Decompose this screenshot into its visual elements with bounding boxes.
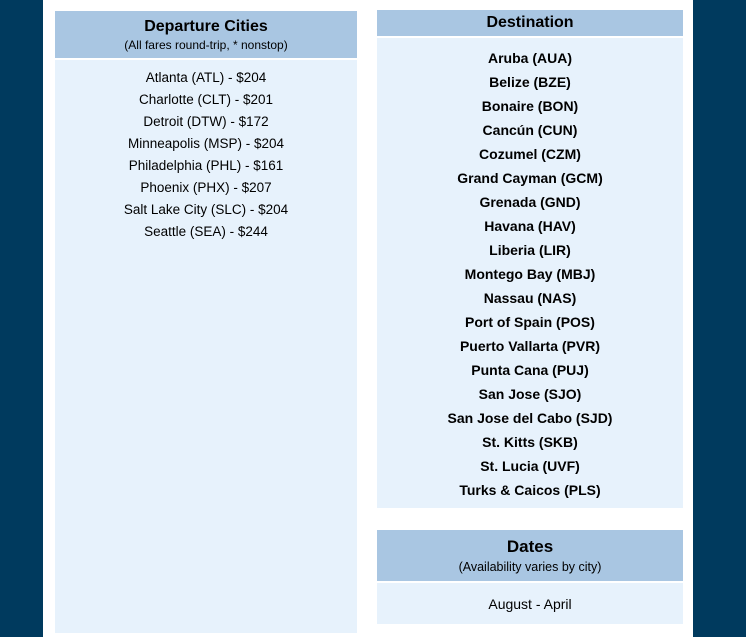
dates-panel xyxy=(377,530,683,624)
destination-item: Havana (HAV) xyxy=(484,218,576,234)
departure-city-item: Minneapolis (MSP) - $204 xyxy=(127,136,285,151)
destination-item: San Jose del Cabo (SJD) xyxy=(447,410,613,426)
destination-item: Turks & Caicos (PLS) xyxy=(459,482,601,498)
dates-subtitle: (Availability varies by city) xyxy=(458,560,602,574)
departure-city-item: Salt Lake City (SLC) - $204 xyxy=(123,202,289,217)
right-frame-band xyxy=(693,0,746,637)
dates-title: Dates xyxy=(506,537,554,556)
destination-panel xyxy=(377,10,683,508)
dates-header xyxy=(377,530,683,581)
destination-item: St. Kitts (SKB) xyxy=(482,434,578,450)
left-frame-band xyxy=(0,0,43,637)
destination-item: St. Lucia (UVF) xyxy=(480,458,580,474)
destination-item: Bonaire (BON) xyxy=(481,98,579,114)
destination-item: Grand Cayman (GCM) xyxy=(457,170,603,186)
departure-city-item: Seattle (SEA) - $244 xyxy=(144,224,268,239)
destination-item: Punta Cana (PUJ) xyxy=(471,362,589,378)
departure-city-item: Charlotte (CLT) - $201 xyxy=(138,92,274,107)
destination-item: Cancún (CUN) xyxy=(482,122,578,138)
departure-city-item: Phoenix (PHX) - $207 xyxy=(140,180,272,195)
dates-value: August - April xyxy=(488,595,572,612)
destination-item: Belize (BZE) xyxy=(489,74,571,90)
departure-cities-list xyxy=(55,60,357,633)
departure-cities-header xyxy=(55,11,357,58)
destination-item: Aruba (AUA) xyxy=(488,50,572,66)
destination-item: Montego Bay (MBJ) xyxy=(464,266,596,282)
destination-item: San Jose (SJO) xyxy=(478,386,582,402)
destination-item: Liberia (LIR) xyxy=(489,242,571,258)
departure-city-item: Detroit (DTW) - $172 xyxy=(143,114,269,129)
departure-city-item: Atlanta (ATL) - $204 xyxy=(145,70,267,85)
destination-title: Destination xyxy=(486,14,574,31)
dates-value-area xyxy=(377,583,683,624)
destination-item: Puerto Vallarta (PVR) xyxy=(459,338,601,354)
destination-item: Grenada (GND) xyxy=(479,194,581,210)
departure-cities-title: Departure Cities xyxy=(144,18,268,35)
destination-header xyxy=(377,10,683,36)
departure-cities-subtitle: (All fares round-trip, * nonstop) xyxy=(124,38,288,52)
destination-list xyxy=(377,38,683,508)
destination-item: Port of Spain (POS) xyxy=(465,314,595,330)
destination-item: Cozumel (CZM) xyxy=(479,146,581,162)
destination-item: Nassau (NAS) xyxy=(483,290,577,306)
departure-cities-panel xyxy=(55,11,357,633)
right-column xyxy=(377,10,683,624)
departure-city-item: Philadelphia (PHL) - $161 xyxy=(128,158,284,173)
